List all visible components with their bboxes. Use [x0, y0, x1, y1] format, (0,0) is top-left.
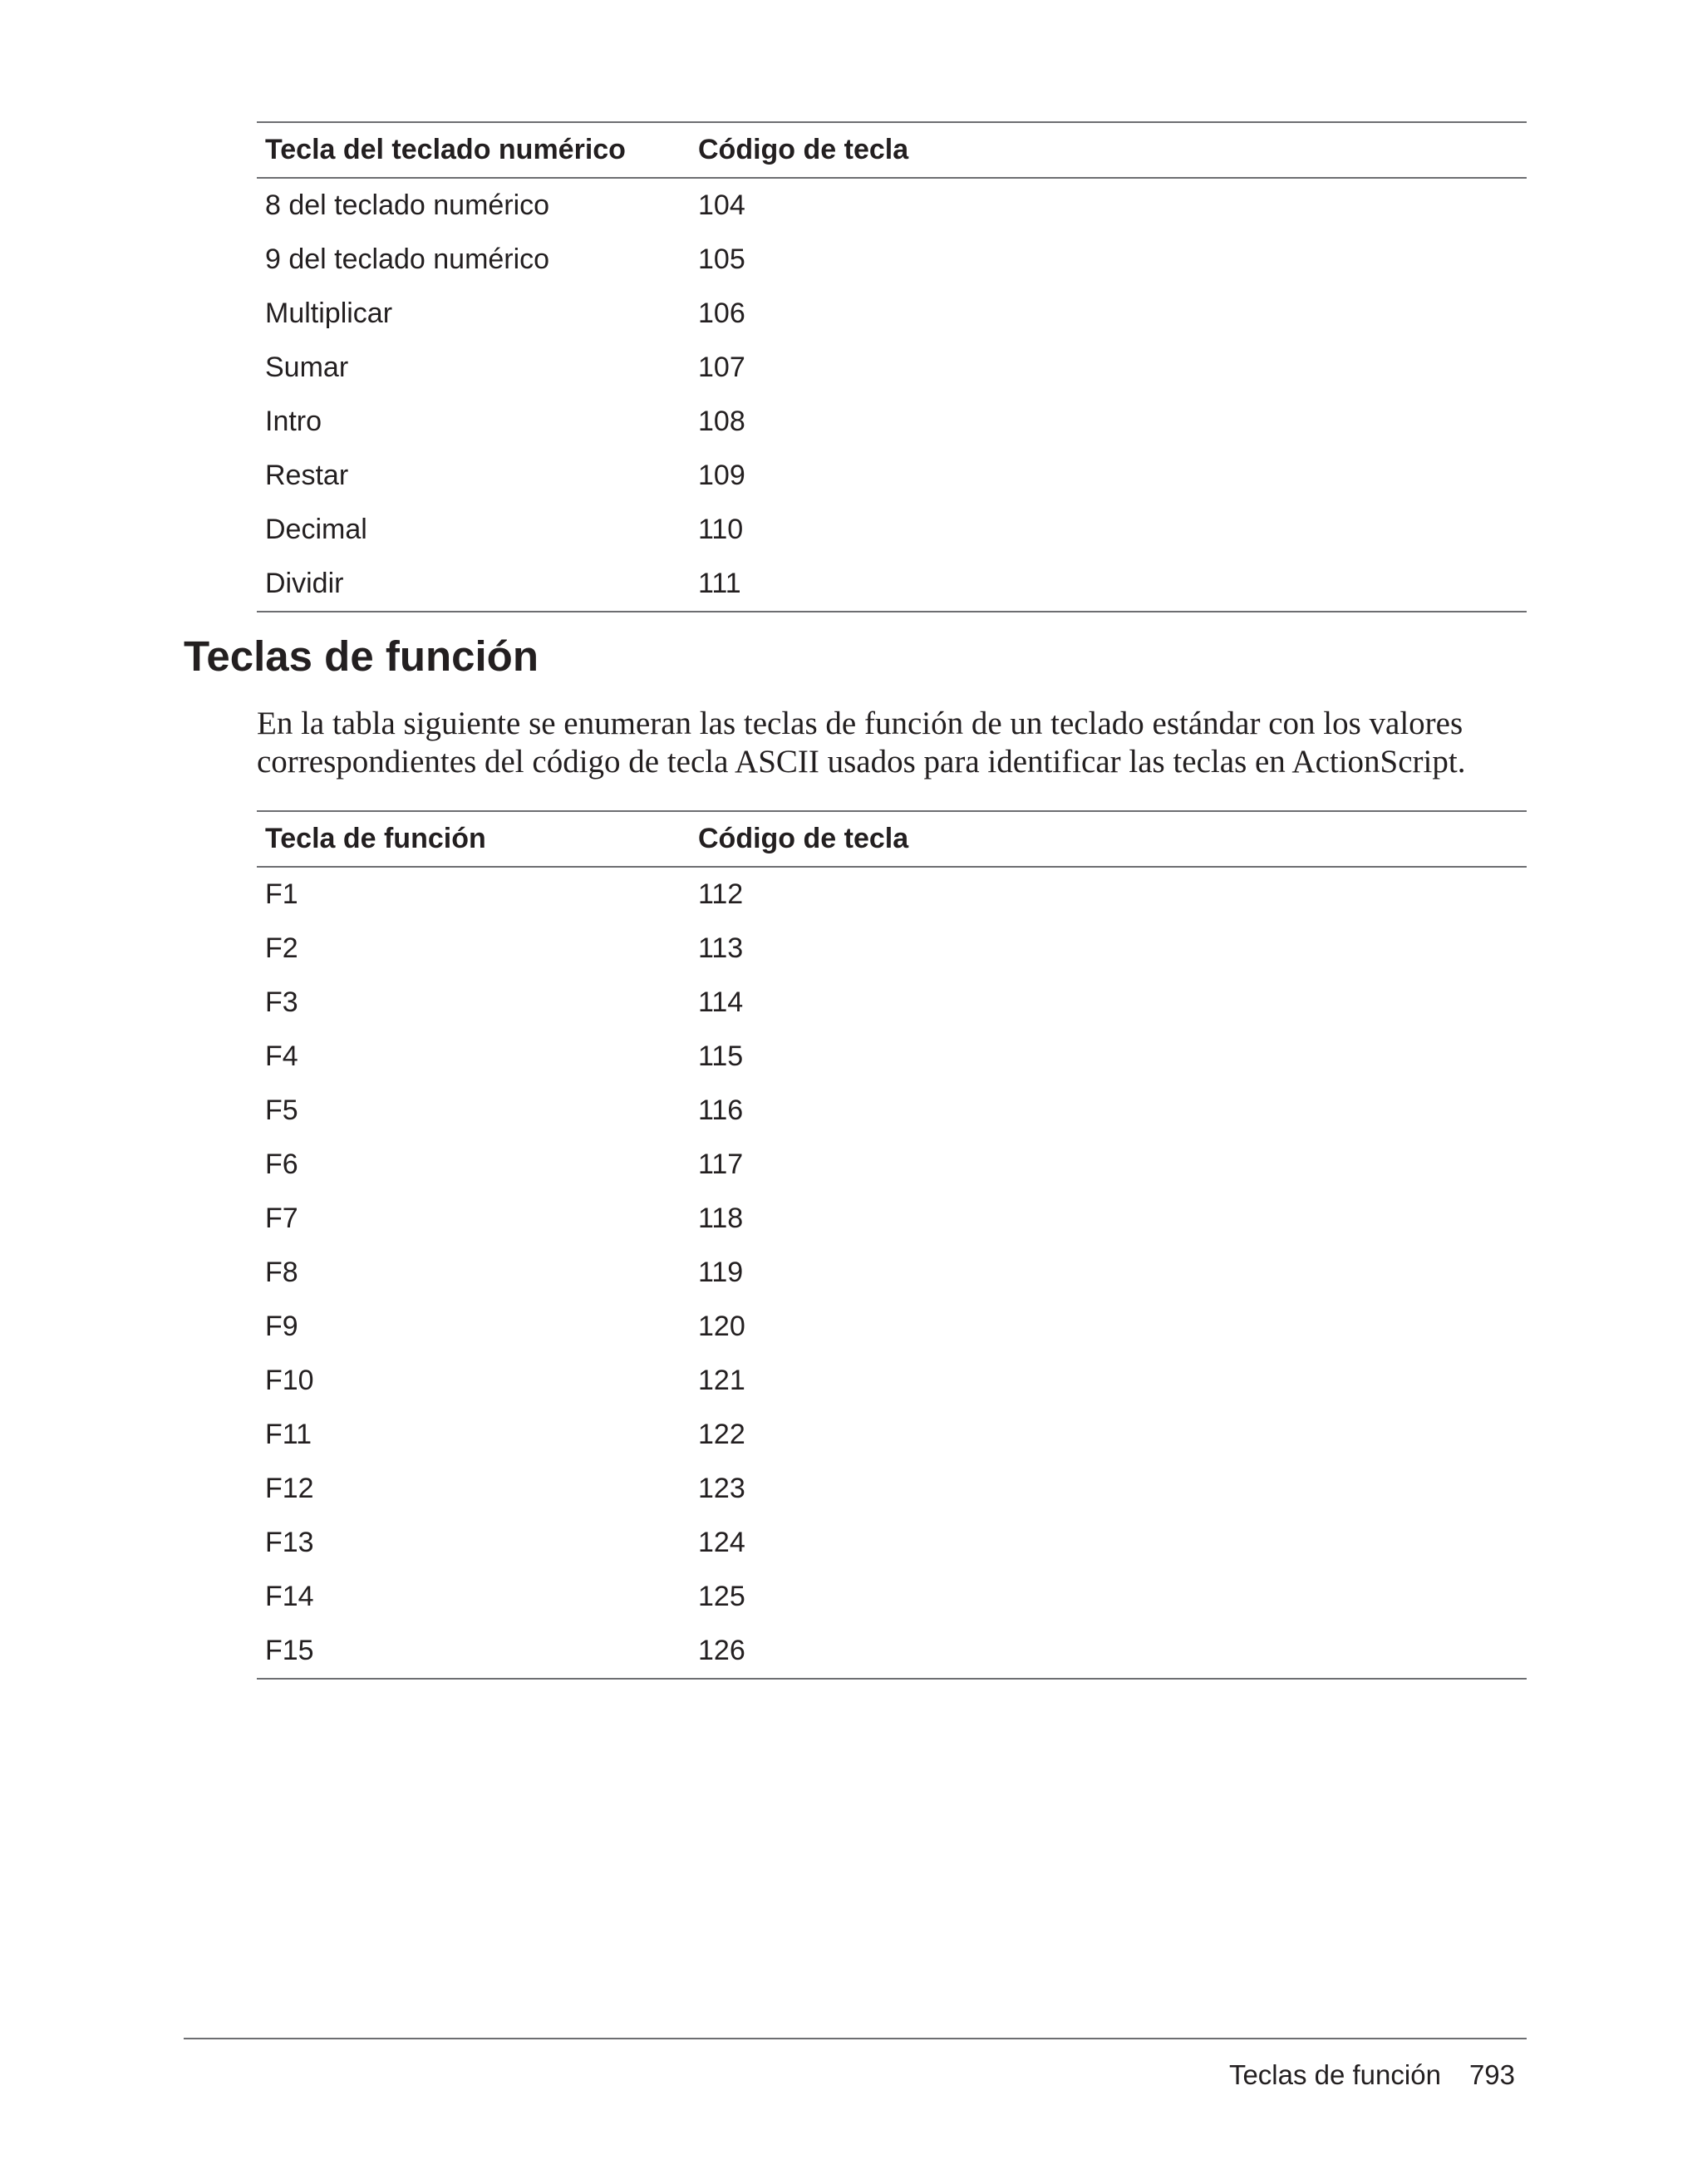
- keycode-cell: 109: [698, 460, 745, 491]
- table-row: [257, 867, 1527, 922]
- table-row: [257, 395, 1527, 449]
- table-row: [257, 178, 1527, 233]
- keycode-cell: 126: [698, 1635, 745, 1666]
- table-row: [257, 233, 1527, 287]
- keycode-cell: 115: [698, 1040, 744, 1072]
- keycode-cell: 117: [698, 1149, 744, 1180]
- keycode-cell: 104: [698, 189, 745, 221]
- keycode-cell: 121: [698, 1365, 745, 1396]
- page-footer: [1229, 2059, 1515, 2091]
- key-cell: F6: [265, 1149, 298, 1180]
- key-cell: F11: [265, 1419, 312, 1450]
- key-cell: F1: [265, 878, 298, 910]
- intro-paragraph: En la tabla siguiente se enumeran las teclas de función de un teclado estándar con los valores correspondientes del código de tecla ASCII usados para identificar las teclas en ActionScript.: [257, 706, 1466, 780]
- column-header-key: Tecla de función: [257, 811, 690, 867]
- table-row: [257, 1246, 1527, 1300]
- key-cell: Dividir: [265, 568, 344, 599]
- table-row: [257, 287, 1527, 341]
- keycode-cell: 111: [698, 568, 741, 599]
- key-cell: Decimal: [265, 514, 367, 545]
- keycode-cell: 119: [698, 1257, 744, 1288]
- keycode-cell: 124: [698, 1527, 745, 1558]
- keycode-cell: 118: [698, 1203, 744, 1234]
- table-row: [257, 341, 1527, 395]
- key-cell: F12: [265, 1473, 314, 1504]
- key-cell: Multiplicar: [265, 298, 393, 329]
- key-cell: F9: [265, 1311, 298, 1342]
- column-header-key: Tecla del teclado numérico: [257, 122, 690, 178]
- table-row: [257, 1462, 1527, 1516]
- key-cell: F15: [265, 1635, 314, 1666]
- keycode-cell: 107: [698, 352, 745, 383]
- footer-divider: [184, 2038, 1527, 2039]
- key-cell: F3: [265, 986, 298, 1018]
- keycode-cell: 125: [698, 1581, 745, 1612]
- table-row: [257, 976, 1527, 1030]
- key-cell: Intro: [265, 406, 322, 437]
- key-cell: F5: [265, 1094, 298, 1126]
- key-cell: 9 del teclado numérico: [265, 243, 550, 275]
- table-row: [257, 1300, 1527, 1354]
- table-row: [257, 922, 1527, 976]
- key-cell: Sumar: [265, 352, 349, 383]
- table-header-row: [257, 811, 1527, 867]
- keycode-cell: 112: [698, 878, 744, 910]
- key-cell: F7: [265, 1203, 298, 1234]
- column-header-keycode: Código de tecla: [690, 122, 1527, 178]
- column-header-keycode: Código de tecla: [690, 811, 1527, 867]
- key-cell: F14: [265, 1581, 314, 1612]
- numpad-keycode-table: [257, 121, 1527, 612]
- function-keycode-table: [257, 810, 1527, 1680]
- table-row: [257, 1516, 1527, 1570]
- keycode-cell: 108: [698, 406, 745, 437]
- table-row: [257, 557, 1527, 612]
- keycode-cell: 114: [698, 986, 744, 1018]
- keycode-cell: 110: [698, 514, 744, 545]
- key-cell: F4: [265, 1040, 298, 1072]
- table-row: [257, 1570, 1527, 1624]
- table-header-row: [257, 122, 1527, 178]
- keycode-cell: 123: [698, 1473, 745, 1504]
- table-row: [257, 1354, 1527, 1408]
- table-row: [257, 449, 1527, 503]
- keycode-cell: 113: [698, 932, 744, 964]
- section-heading: Teclas de función: [184, 632, 539, 680]
- page-number: 793: [1468, 2059, 1515, 2090]
- key-cell: Restar: [265, 460, 349, 491]
- table-row: [257, 1138, 1527, 1192]
- table-row: [257, 1030, 1527, 1084]
- key-cell: F10: [265, 1365, 314, 1396]
- keycode-cell: 122: [698, 1419, 745, 1450]
- key-cell: F8: [265, 1257, 298, 1288]
- table-row: [257, 503, 1527, 557]
- key-cell: F2: [265, 932, 298, 964]
- keycode-cell: 106: [698, 298, 745, 329]
- table-row: [257, 1192, 1527, 1246]
- key-cell: 8 del teclado numérico: [265, 189, 550, 221]
- keycode-cell: 116: [698, 1094, 744, 1126]
- table-row: [257, 1408, 1527, 1462]
- keycode-cell: 105: [698, 243, 745, 275]
- keycode-cell: 120: [698, 1311, 745, 1342]
- key-cell: F13: [265, 1527, 314, 1558]
- table-row: [257, 1624, 1527, 1679]
- table-row: [257, 1084, 1527, 1138]
- footer-section-title: Teclas de función: [1228, 2059, 1441, 2090]
